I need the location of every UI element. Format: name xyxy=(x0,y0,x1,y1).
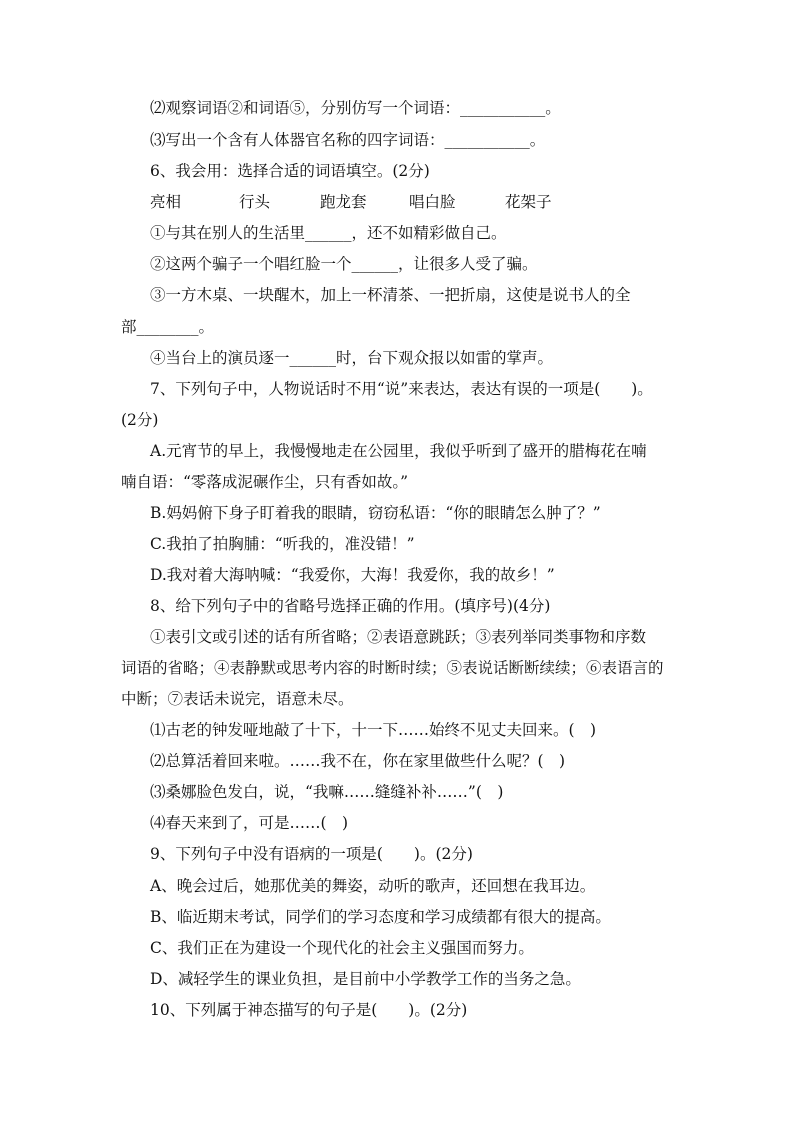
question-5-3: ⑶写出一个含有人体器官名称的四字词语：___________。 xyxy=(150,131,546,149)
question-6-1: ①与其在别人的生活里______，还不如精彩做自己。 xyxy=(150,224,507,242)
question-9-option-d: D、减轻学生的课业负担，是目前中小学教学工作的当务之急。 xyxy=(150,970,581,988)
question-9-title: 9、下列句子中没有语病的一项是( )。(2分) xyxy=(150,845,473,863)
question-9-option-a: A、晚会过后，她那优美的舞姿，动听的歌声，还回想在我耳边。 xyxy=(150,877,596,895)
question-7-title: 7、下列句子中，人物说话时不用“说”来表达，表达有误的一项是( )。 xyxy=(150,380,653,398)
question-5-2: ⑵观察词语②和词语⑤，分别仿写一个词语：___________。 xyxy=(150,99,561,117)
question-7-option-a-cont: 喃自语：“零落成泥碾作尘，只有香如故。” xyxy=(121,473,409,491)
question-8-1: ⑴古老的钟发哑地敲了十下，十一下……始终不见丈夫回来。( ) xyxy=(150,721,597,739)
word-bank-item: 行头 xyxy=(239,193,271,211)
question-8-options-cont: 词语的省略；④表静默或思考内容的时断时续；⑤表说话断断续续；⑥表语言的 xyxy=(121,659,664,677)
question-7-option-b: B.妈妈俯下身子盯着我的眼睛，窃窃私语：“你的眼睛怎么肿了？” xyxy=(150,504,601,522)
question-7-option-d: D.我对着大海呐喊：“我爱你，大海！我爱你，我的故乡！” xyxy=(150,566,555,584)
question-6-title: 6、我会用：选择合适的词语填空。(2分) xyxy=(150,162,430,180)
word-bank-item: 花架子 xyxy=(505,193,552,211)
question-8-2: ⑵总算活着回来啦。……我不在，你在家里做些什么呢？( ) xyxy=(150,752,566,770)
question-8-options: ①表引文或引述的话有所省略；②表语意跳跃；③表列举同类事物和序数 xyxy=(150,628,647,646)
question-8-title: 8、给下列句子中的省略号选择正确的作用。(填序号)(4分) xyxy=(150,597,551,615)
question-6-3: ③一方木桌、一块醒木，加上一杯清茶、一把折扇，这使是说书人的全 xyxy=(150,286,631,304)
word-bank-item: 唱白脸 xyxy=(409,193,456,211)
question-10-title: 10、下列属于神态描写的句子是( )。(2分) xyxy=(150,1001,468,1019)
question-6-4: ④当台上的演员逐一______时，台下观众报以如雷的掌声。 xyxy=(150,349,554,367)
question-8-options-cont2: 中断；⑦表话未说完，语意未尽。 xyxy=(121,690,354,708)
question-6-3-cont: 部________。 xyxy=(121,318,215,336)
question-7-score: (2分) xyxy=(121,411,159,429)
question-6-2: ②这两个骗子一个唱红脸一个______，让很多人受了骗。 xyxy=(150,255,538,273)
question-9-option-c: C、我们正在为建设一个现代化的社会主义强国而努力。 xyxy=(150,939,534,957)
question-8-3: ⑶桑娜脸色发白，说，“我嘛……缝缝补补……”( ) xyxy=(150,783,504,801)
question-9-option-b: B、临近期末考试，同学们的学习态度和学习成绩都有很大的提高。 xyxy=(150,908,611,926)
word-bank-item: 亮相 xyxy=(150,193,182,211)
question-7-option-a: A.元宵节的早上，我慢慢地走在公园里，我似乎听到了盛开的腊梅花在喃 xyxy=(150,442,647,460)
question-7-option-c: C.我拍了拍胸脯：“听我的，准没错！” xyxy=(150,535,415,553)
question-8-4: ⑷春天来到了，可是……( ) xyxy=(150,814,349,832)
word-bank-item: 跑龙套 xyxy=(320,193,367,211)
